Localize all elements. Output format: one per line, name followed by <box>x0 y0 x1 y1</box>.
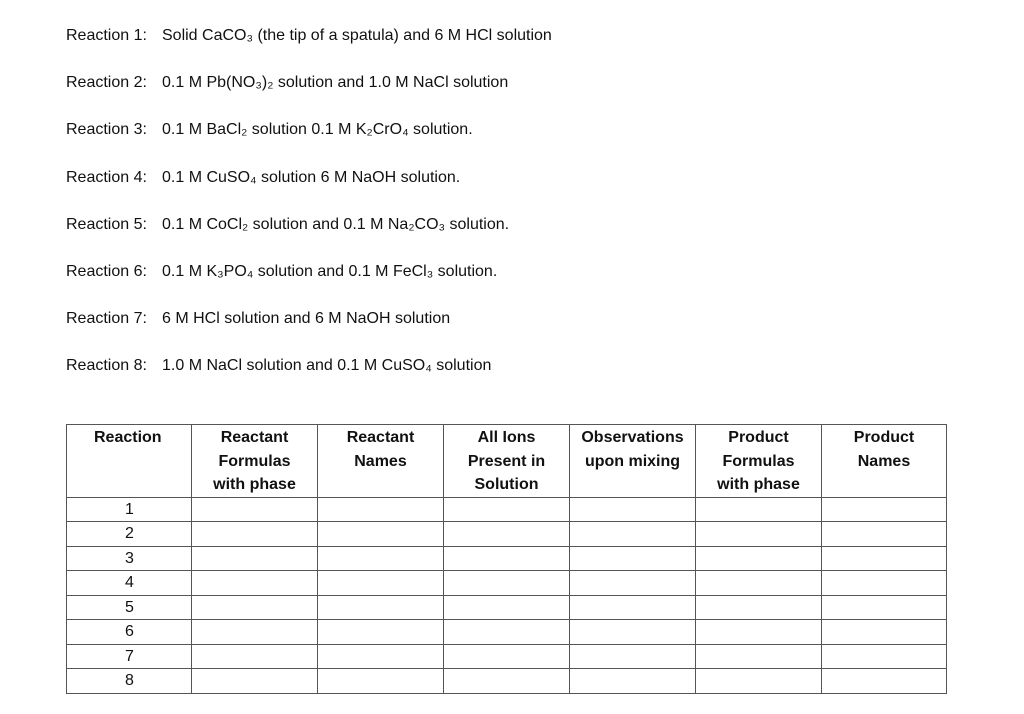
answer-cell[interactable] <box>822 644 947 669</box>
answer-cell[interactable] <box>570 571 696 596</box>
table-row <box>67 546 947 571</box>
reaction-number-cell: 3 <box>67 546 192 571</box>
answer-cell[interactable] <box>696 669 822 694</box>
answer-cell[interactable] <box>318 669 444 694</box>
answer-cell[interactable] <box>822 571 947 596</box>
data-table <box>66 424 947 694</box>
reaction-number-cell: 6 <box>67 620 192 645</box>
answer-cell[interactable] <box>444 669 570 694</box>
answer-cell[interactable] <box>444 546 570 571</box>
reaction-number-cell: 1 <box>67 497 192 522</box>
reaction-item <box>66 168 552 215</box>
reaction-label: Reaction 8: <box>66 357 147 375</box>
table-row <box>67 595 947 620</box>
answer-cell[interactable] <box>822 669 947 694</box>
reaction-text: 0.1 M CoCl₂ solution and 0.1 M Na₂CO₃ solution. <box>162 215 510 233</box>
table-row <box>67 644 947 669</box>
header-observations: Observations upon mixing <box>570 425 696 498</box>
answer-cell[interactable] <box>192 522 318 547</box>
answer-cell[interactable] <box>192 669 318 694</box>
reaction-number-cell: 4 <box>67 571 192 596</box>
reaction-text: 0.1 M Pb(NO₃)₂ solution and 1.0 M NaCl solution <box>162 74 509 92</box>
table-row <box>67 497 947 522</box>
header-product-names: Product Names <box>822 425 947 498</box>
reaction-label: Reaction 4: <box>66 168 147 186</box>
reaction-list <box>66 26 552 404</box>
answer-cell[interactable] <box>696 571 822 596</box>
answer-cell[interactable] <box>192 546 318 571</box>
reaction-text: 1.0 M NaCl solution and 0.1 M CuSO₄ solution <box>162 357 492 375</box>
header-all-ions: All Ions Present in Solution <box>444 425 570 498</box>
answer-cell[interactable] <box>318 571 444 596</box>
reaction-item <box>66 120 552 167</box>
reaction-number-cell: 5 <box>67 595 192 620</box>
answer-cell[interactable] <box>822 546 947 571</box>
answer-cell[interactable] <box>444 522 570 547</box>
table-header-row <box>67 425 947 498</box>
answer-cell[interactable] <box>696 620 822 645</box>
reaction-text: 0.1 M K₃PO₄ solution and 0.1 M FeCl₃ solution. <box>162 262 498 280</box>
reaction-text: 6 M HCl solution and 6 M NaOH solution <box>162 310 451 328</box>
table-row <box>67 620 947 645</box>
reaction-item <box>66 26 552 73</box>
header-reaction: Reaction <box>67 425 192 498</box>
answer-cell[interactable] <box>822 620 947 645</box>
answer-cell[interactable] <box>192 644 318 669</box>
reaction-label: Reaction 3: <box>66 121 147 139</box>
reaction-number-cell: 2 <box>67 522 192 547</box>
reaction-item <box>66 356 552 403</box>
answer-cell[interactable] <box>822 595 947 620</box>
answer-cell[interactable] <box>570 497 696 522</box>
reaction-label: Reaction 7: <box>66 310 147 328</box>
reaction-label: Reaction 2: <box>66 74 147 92</box>
reaction-item <box>66 73 552 120</box>
answer-cell[interactable] <box>444 644 570 669</box>
header-reactant-names: Reactant Names <box>318 425 444 498</box>
answer-cell[interactable] <box>444 571 570 596</box>
answer-cell[interactable] <box>696 595 822 620</box>
answer-cell[interactable] <box>318 522 444 547</box>
answer-cell[interactable] <box>570 546 696 571</box>
header-product-formulas: Product Formulas with phase <box>696 425 822 498</box>
answer-cell[interactable] <box>696 644 822 669</box>
answer-cell[interactable] <box>696 546 822 571</box>
reaction-number-cell: 7 <box>67 644 192 669</box>
answer-cell[interactable] <box>570 644 696 669</box>
answer-cell[interactable] <box>822 522 947 547</box>
answer-cell[interactable] <box>570 595 696 620</box>
reaction-label: Reaction 1: <box>66 27 147 44</box>
answer-cell[interactable] <box>318 620 444 645</box>
reaction-text: 0.1 M BaCl₂ solution 0.1 M K₂CrO₄ solution. <box>162 121 473 139</box>
answer-cell[interactable] <box>570 620 696 645</box>
table-row <box>67 571 947 596</box>
answer-cell[interactable] <box>192 497 318 522</box>
answer-cell[interactable] <box>192 571 318 596</box>
answer-cell[interactable] <box>192 620 318 645</box>
answer-cell[interactable] <box>318 497 444 522</box>
answer-cell[interactable] <box>192 595 318 620</box>
answer-cell[interactable] <box>696 522 822 547</box>
reaction-item <box>66 262 552 309</box>
reaction-number-cell: 8 <box>67 669 192 694</box>
reaction-label: Reaction 6: <box>66 262 147 280</box>
answer-cell[interactable] <box>444 620 570 645</box>
reaction-text: 0.1 M CuSO₄ solution 6 M NaOH solution. <box>162 168 461 186</box>
answer-cell[interactable] <box>696 497 822 522</box>
reaction-label: Reaction 5: <box>66 215 147 233</box>
table-row <box>67 669 947 694</box>
answer-cell[interactable] <box>318 546 444 571</box>
answer-cell[interactable] <box>444 595 570 620</box>
reaction-text: Solid CaCO₃ (the tip of a spatula) and 6 M HCl solution <box>162 27 552 44</box>
answer-cell[interactable] <box>570 669 696 694</box>
header-reactant-formulas: Reactant Formulas with phase <box>192 425 318 498</box>
answer-cell[interactable] <box>822 497 947 522</box>
table-row <box>67 522 947 547</box>
answer-cell[interactable] <box>318 644 444 669</box>
answer-cell[interactable] <box>444 497 570 522</box>
answer-cell[interactable] <box>318 595 444 620</box>
reaction-item <box>66 309 552 356</box>
reaction-item <box>66 215 552 262</box>
answer-cell[interactable] <box>570 522 696 547</box>
